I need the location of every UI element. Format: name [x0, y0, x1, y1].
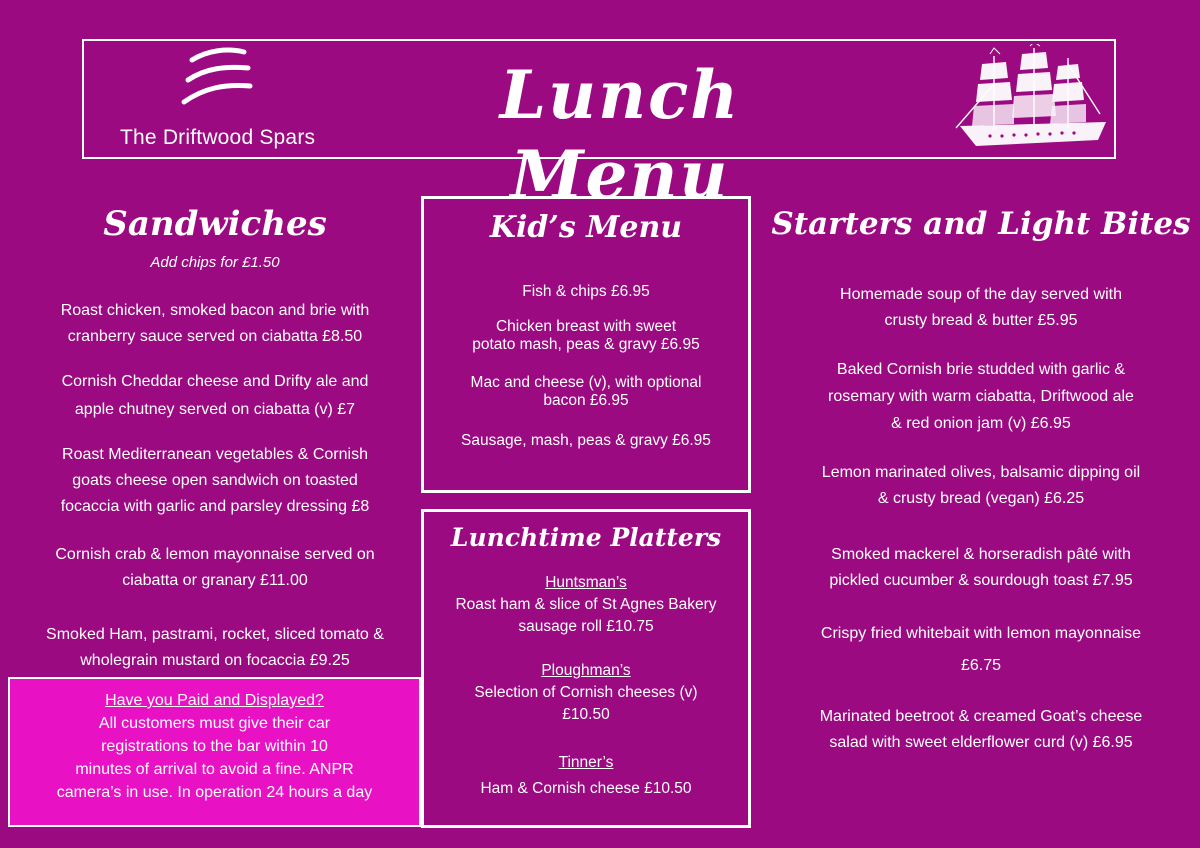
brand-name: The Driftwood Spars [120, 126, 316, 149]
starter-item: Baked Cornish brie studded with garlic & rosemary with warm ciabatta, Driftwood ale & red onion jam (v) £6.95 [828, 361, 1134, 432]
platter-item: Tinner’s Ham & Cornish cheese £10.50 [424, 750, 748, 802]
platter-item: Ploughman’s Selection of Cornish cheeses (v) £10.50 [424, 660, 748, 726]
parking-notice-line: camera’s in use. In operation 24 hours a day [56, 784, 373, 801]
sandwich-item: Roast chicken, smoked bacon and brie with cranberry sauce served on ciabatta £8.50 [60, 302, 370, 345]
page-title: Lunch Menu [499, 56, 741, 214]
platters-title: Lunchtime Platters [450, 523, 722, 552]
sandwiches-title: Sandwiches [103, 204, 327, 244]
kids-menu-title: Kid’s Menu [489, 210, 683, 245]
sailing-ship-icon [950, 44, 1110, 156]
starter-item: Smoked mackerel & horseradish pâté with pickled cucumber & sourdough toast £7.95 [829, 546, 1133, 589]
sandwich-item: Cornish crab & lemon mayonnaise served on ciabatta or granary £11.00 [55, 546, 375, 589]
parking-notice-line: minutes of arrival to avoid a fine. ANPR [75, 761, 354, 778]
platter-name: Tinner’s [558, 754, 614, 771]
parking-notice [8, 677, 421, 827]
platter-name: Huntsman’s [545, 574, 627, 591]
platter-item: Huntsman’s Roast ham & slice of St Agnes Bakery sausage roll £10.75 [424, 572, 748, 638]
sandwich-item: Cornish Cheddar cheese and Drifty ale and apple chutney served on ciabatta (v) £7 [61, 373, 369, 418]
starter-item: Homemade soup of the day served with crusty bread & butter £5.95 [840, 286, 1122, 329]
starter-item: Marinated beetroot & creamed Goat’s cheese salad with sweet elderflower curd (v) £6.95 [819, 708, 1143, 751]
driftwood-waves-logo-icon [178, 46, 258, 112]
parking-notice-heading: Have you Paid and Displayed? [105, 692, 324, 709]
parking-notice-line: registrations to the bar within 10 [101, 738, 328, 755]
starter-item: Lemon marinated olives, balsamic dipping oil & crusty bread (vegan) £6.25 [821, 464, 1141, 507]
starters-title: Starters and Light Bites [771, 206, 1191, 242]
kids-menu-item: Sausage, mash, peas & gravy £6.95 [461, 432, 711, 449]
kids-menu-item: Fish & chips £6.95 [522, 283, 650, 300]
kids-menu-item: Mac and cheese (v), with optional bacon £6.95 [470, 374, 702, 409]
sandwiches-chips-note: Add chips for £1.50 [150, 254, 280, 271]
platter-name: Ploughman’s [541, 662, 631, 679]
kids-menu-item: Chicken breast with sweet potato mash, peas & gravy £6.95 [472, 318, 700, 353]
starter-item: Crispy fried whitebait with lemon mayonnaise £6.75 [820, 625, 1142, 674]
sandwich-item: Roast Mediterranean vegetables & Cornish goats cheese open sandwich on toasted focaccia with garlic and parsley dressing £8 [60, 446, 370, 515]
sandwich-item: Smoked Ham, pastrami, rocket, sliced tomato & wholegrain mustard on focaccia £9.25 [46, 626, 384, 669]
parking-notice-line: All customers must give their car [98, 715, 331, 732]
